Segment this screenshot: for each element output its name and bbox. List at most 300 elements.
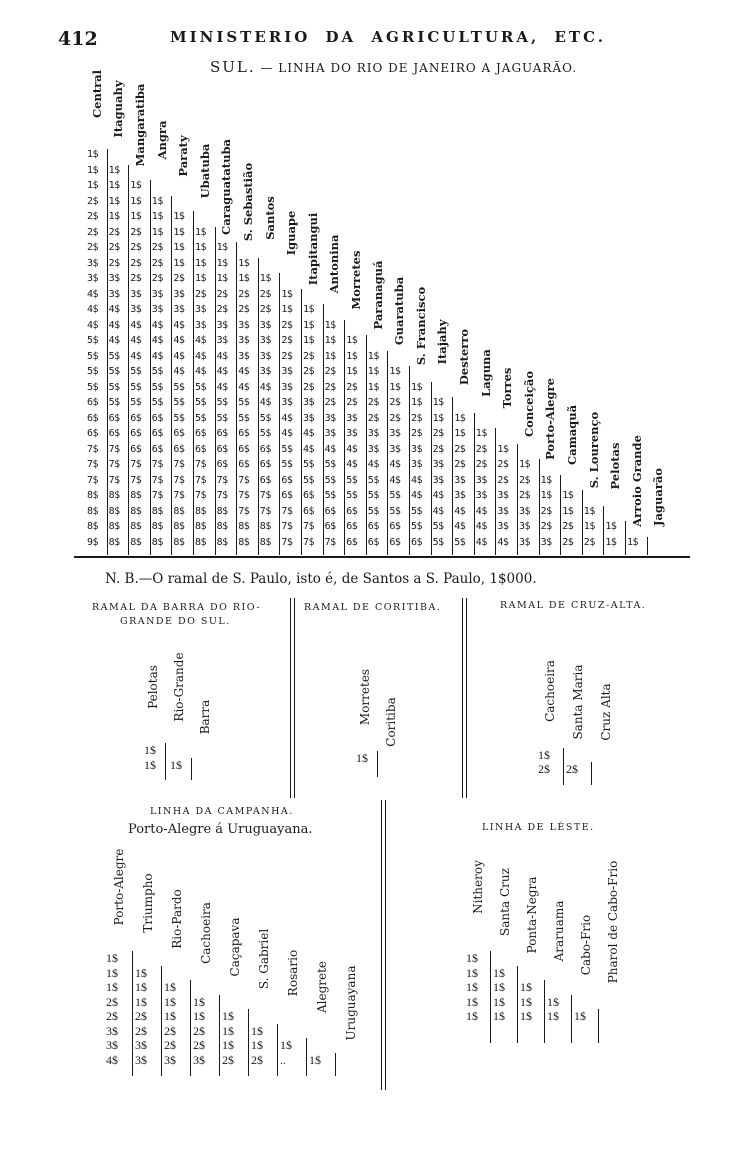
main-fare: 1$ <box>108 180 120 191</box>
main-column-rule <box>625 521 626 555</box>
main-column-rule <box>495 428 496 555</box>
main-fare: 2$ <box>281 335 293 346</box>
main-fare: 4$ <box>475 536 487 548</box>
main-fare: 2$ <box>281 319 293 331</box>
main-fare: 7$ <box>108 474 120 486</box>
leste-fare: 1$ <box>520 1009 532 1023</box>
divider-line <box>290 598 291 798</box>
main-fare: 3$ <box>540 536 552 548</box>
fare-table-main <box>0 0 747 560</box>
leste-fare: 1$ <box>493 965 505 980</box>
main-fare: 1$ <box>583 505 595 517</box>
main-fare: 5$ <box>173 412 185 424</box>
main-fare: 2$ <box>497 459 509 470</box>
main-fare: 1$ <box>108 195 120 207</box>
main-fare: 2$ <box>87 195 99 207</box>
main-fare: 3$ <box>411 443 423 455</box>
main-fare: 6$ <box>151 428 163 439</box>
main-column-rule <box>539 459 540 555</box>
campanha-fare: 3$ <box>106 1038 118 1052</box>
main-fare: 5$ <box>324 474 336 486</box>
linha-leste-title: LINHA DE LÉSTE. <box>482 822 595 833</box>
main-fare: 2$ <box>195 288 207 300</box>
main-fare: 6$ <box>346 521 358 532</box>
main-fare: 2$ <box>540 505 552 517</box>
main-fare: 8$ <box>130 505 142 517</box>
main-fare: 3$ <box>151 304 163 315</box>
main-fare: 4$ <box>173 335 185 346</box>
main-fare: 5$ <box>195 397 207 408</box>
leste-fare: 1$ <box>466 1009 478 1023</box>
main-fare: 7$ <box>195 490 207 501</box>
main-fare: 6$ <box>216 443 228 455</box>
main-fare: 6$ <box>195 443 207 455</box>
main-fare: 5$ <box>130 397 142 408</box>
main-fare: 1$ <box>303 335 315 346</box>
main-fare: 6$ <box>346 536 358 548</box>
main-fare: 4$ <box>173 350 185 362</box>
leste-fare: 1$ <box>466 951 478 965</box>
leste-station-2: Ponta-Negra <box>524 876 539 954</box>
main-fare: 7$ <box>281 505 293 517</box>
main-fare: 4$ <box>87 319 99 331</box>
main-station-10: Itapitangui <box>305 212 320 285</box>
main-fare: 5$ <box>411 505 423 517</box>
main-fare: 1$ <box>540 490 552 501</box>
main-fare: 8$ <box>173 536 185 548</box>
main-fare: 8$ <box>195 536 207 548</box>
main-fare: 1$ <box>562 490 574 501</box>
main-fare: 5$ <box>87 350 99 362</box>
main-fare: 8$ <box>173 505 185 517</box>
leste-fare: 1$ <box>547 1009 559 1023</box>
main-fare: 1$ <box>151 226 163 238</box>
main-fare: 2$ <box>411 428 423 439</box>
main-fare: 1$ <box>130 195 142 207</box>
main-fare: 3$ <box>130 304 142 315</box>
main-station-13: Paranaguá <box>370 260 385 330</box>
main-station-7: S. Sebastião <box>241 162 255 242</box>
barra-fare: 1$ <box>144 758 156 772</box>
main-column-rule <box>107 149 108 555</box>
main-station-5: Ubatuba <box>197 143 212 199</box>
main-fare: 2$ <box>475 459 487 470</box>
main-fare: 5$ <box>87 381 99 393</box>
campanha-station-1: Triumpho <box>140 873 155 933</box>
main-fare: 2$ <box>87 211 99 222</box>
main-fare: 4$ <box>454 505 466 517</box>
main-fare: 8$ <box>216 521 228 532</box>
main-fare: 1$ <box>432 412 444 424</box>
campanha-fare: 1$ <box>135 994 147 1009</box>
main-fare: 2$ <box>151 242 163 253</box>
main-fare: 7$ <box>303 536 315 548</box>
campanha-fare: 2$ <box>164 1023 176 1038</box>
main-fare: 7$ <box>216 490 228 501</box>
main-station-18: Laguna <box>478 348 493 397</box>
main-fare: 3$ <box>454 490 466 501</box>
main-fare: 7$ <box>281 521 293 532</box>
cruzalta-fare: 2$ <box>566 762 578 776</box>
main-fare: 3$ <box>281 381 293 393</box>
main-fare: 6$ <box>281 474 293 486</box>
main-column-rule <box>323 304 324 555</box>
main-fare: 5$ <box>108 366 120 377</box>
main-fare: 2$ <box>216 288 228 300</box>
main-fare: 7$ <box>108 459 120 470</box>
main-fare: 1$ <box>324 319 336 331</box>
main-fare: 3$ <box>173 288 185 300</box>
main-fare: 3$ <box>195 304 207 315</box>
divider-line <box>466 598 467 798</box>
main-fare: 1$ <box>173 242 185 253</box>
subtitle-text: — LINHA DO RIO DE JANEIRO A JAGUARÃO. <box>260 61 578 75</box>
main-fare: 5$ <box>238 397 250 408</box>
main-fare: 4$ <box>259 397 271 408</box>
main-fare: 3$ <box>281 397 293 408</box>
main-fare: 5$ <box>87 366 99 377</box>
main-fare: 2$ <box>173 273 185 284</box>
main-fare: 3$ <box>454 474 466 486</box>
campanha-fare: 1$ <box>251 1038 263 1052</box>
cruzalta-station-2: Cruz Alta <box>599 683 613 741</box>
main-fare: 1$ <box>130 211 142 222</box>
main-fare: 5$ <box>367 474 379 486</box>
main-fare: 4$ <box>151 350 163 362</box>
main-fare: 1$ <box>389 366 401 377</box>
main-fare: 2$ <box>238 304 250 315</box>
main-column-rule <box>474 413 475 556</box>
main-fare: 5$ <box>281 459 293 470</box>
main-fare: 8$ <box>130 521 142 532</box>
main-fare: 2$ <box>519 490 531 501</box>
divider-line <box>385 800 386 1090</box>
main-fare: 2$ <box>389 397 401 408</box>
main-station-11: Antonina <box>327 234 342 294</box>
cruzalta-fare: 1$ <box>538 748 550 762</box>
main-fare: 7$ <box>216 474 228 486</box>
main-fare: 4$ <box>151 335 163 346</box>
main-fare: 5$ <box>151 366 163 377</box>
main-fare: 7$ <box>130 474 142 486</box>
main-fare: 1$ <box>281 288 293 300</box>
main-column-rule <box>236 242 237 555</box>
main-fare: 2$ <box>432 428 444 439</box>
campanha-fare: 1$ <box>193 994 205 1009</box>
main-fare: 5$ <box>346 490 358 501</box>
main-fare: 1$ <box>540 474 552 486</box>
campanha-column-rule <box>132 951 133 1076</box>
main-fare: 4$ <box>216 381 228 393</box>
main-fare: 4$ <box>87 288 99 300</box>
main-fare: 4$ <box>389 474 401 486</box>
main-fare: 8$ <box>108 521 120 532</box>
cruzalta-fare: 2$ <box>538 762 550 776</box>
leste-fare: 1$ <box>520 980 532 994</box>
main-fare: 2$ <box>87 226 99 238</box>
main-fare: 4$ <box>216 366 228 377</box>
main-fare: 7$ <box>173 459 185 470</box>
main-fare: 5$ <box>151 381 163 393</box>
main-fare: 2$ <box>389 412 401 424</box>
main-fare: 3$ <box>173 304 185 315</box>
campanha-fare: 2$ <box>251 1052 263 1067</box>
main-fare: 3$ <box>346 412 358 424</box>
main-fare: 5$ <box>454 536 466 548</box>
main-fare: 1$ <box>87 149 99 160</box>
main-fare: 3$ <box>87 257 99 269</box>
main-fare: 6$ <box>303 505 315 517</box>
main-fare: 8$ <box>195 521 207 532</box>
main-fare: 2$ <box>281 350 293 362</box>
main-column-rule <box>215 227 216 556</box>
main-fare: 2$ <box>583 536 595 548</box>
main-fare: 1$ <box>238 257 250 269</box>
main-fare: 3$ <box>151 288 163 300</box>
cruzalta-station-1: Santa Maria <box>571 664 585 740</box>
main-fare: 4$ <box>195 350 207 362</box>
ramal-barra-title-1: RAMAL DA BARRA DO RIO- <box>92 602 262 613</box>
main-station-25: Arroio Grande <box>629 435 644 527</box>
main-fare: 6$ <box>87 412 99 424</box>
main-fare: 1$ <box>195 226 207 238</box>
main-station-1: Itaguahy <box>111 80 126 138</box>
main-fare: 4$ <box>216 350 228 362</box>
main-fare: 8$ <box>238 536 250 548</box>
main-fare: 1$ <box>346 366 358 377</box>
campanha-column-rule <box>161 966 162 1077</box>
main-fare: 4$ <box>173 366 185 377</box>
main-fare: 4$ <box>389 459 401 470</box>
ramal-cruz-alta-title: RAMAL DE CRUZ-ALTA. <box>500 600 647 611</box>
main-fare: 2$ <box>454 443 466 455</box>
main-station-21: Porto-Alegre <box>543 378 558 460</box>
main-fare: 3$ <box>259 335 271 346</box>
main-column-rule <box>258 258 259 556</box>
main-fare: 2$ <box>497 474 509 486</box>
main-fare: 1$ <box>497 443 509 455</box>
main-station-9: Iguape <box>284 210 299 256</box>
main-fare: 2$ <box>108 226 120 238</box>
leste-fare: 1$ <box>466 965 478 980</box>
main-fare: 3$ <box>497 521 509 532</box>
main-fare: 5$ <box>389 490 401 501</box>
note-ramal-sao-paulo: N. B.—O ramal de S. Paulo, isto é, de Santos a S. Paulo, 1$000. <box>105 571 537 587</box>
main-column-rule <box>647 537 648 556</box>
main-fare: 3$ <box>519 505 531 517</box>
main-column-rule <box>560 475 561 556</box>
main-fare: 5$ <box>346 474 358 486</box>
main-fare: 2$ <box>303 366 315 377</box>
main-fare: 5$ <box>173 381 185 393</box>
main-fare: 6$ <box>259 459 271 470</box>
main-fare: 1$ <box>130 180 142 191</box>
barra-station-0: Pelotas <box>146 665 160 709</box>
main-fare: 6$ <box>130 412 142 424</box>
main-fare: 5$ <box>303 474 315 486</box>
main-fare: 2$ <box>411 412 423 424</box>
main-column-rule <box>431 382 432 556</box>
main-station-16: Itajahy <box>435 319 450 364</box>
campanha-fare: 2$ <box>106 1009 118 1023</box>
main-fare: 6$ <box>411 536 423 548</box>
main-fare: 4$ <box>130 350 142 362</box>
main-fare: 5$ <box>195 412 207 424</box>
main-fare: 3$ <box>259 350 271 362</box>
campanha-station-2: Rio-Pardo <box>169 889 184 949</box>
main-fare: 2$ <box>87 242 99 253</box>
main-fare: 3$ <box>389 443 401 455</box>
main-fare: 8$ <box>216 505 228 517</box>
main-fare: 5$ <box>411 521 423 532</box>
main-fare: 3$ <box>216 335 228 346</box>
main-fare: 3$ <box>108 273 120 284</box>
main-fare: 8$ <box>87 505 99 517</box>
main-fare: 4$ <box>108 335 120 346</box>
campanha-fare: 2$ <box>222 1052 234 1067</box>
main-station-8: Santos <box>262 195 277 240</box>
campanha-column-rule <box>190 980 191 1076</box>
main-fare: 1$ <box>346 335 358 346</box>
main-fare: 1$ <box>195 257 207 269</box>
main-fare: 2$ <box>346 397 358 408</box>
main-fare: 1$ <box>411 381 423 393</box>
main-station-23: S. Lourenço <box>586 411 601 489</box>
main-fare: 3$ <box>475 474 487 486</box>
leste-fare: 1$ <box>547 994 559 1009</box>
main-fare: 1$ <box>346 350 358 362</box>
main-fare: 1$ <box>324 335 336 346</box>
main-fare: 1$ <box>151 195 163 207</box>
cruzalta-station-0: Cachoeira <box>543 660 557 722</box>
main-fare: 8$ <box>108 505 120 517</box>
leste-column-rule <box>490 951 491 1043</box>
main-fare: 4$ <box>281 428 293 439</box>
main-fare: 7$ <box>151 474 163 486</box>
main-fare: 2$ <box>519 474 531 486</box>
main-fare: 1$ <box>87 180 99 191</box>
main-station-26: Jaguarão <box>651 467 666 526</box>
main-fare: 2$ <box>130 257 142 269</box>
ramal-coritiba-title: RAMAL DE CORITIBA. <box>304 602 442 613</box>
leste-column-rule <box>517 966 518 1043</box>
main-fare: 2$ <box>238 288 250 300</box>
main-fare: 3$ <box>411 459 423 470</box>
leste-station-1: Santa Cruz <box>497 868 512 936</box>
main-fare: 5$ <box>130 381 142 393</box>
main-fare: 8$ <box>87 521 99 532</box>
main-fare: 4$ <box>238 366 250 377</box>
main-fare: 3$ <box>259 366 271 377</box>
main-fare: 4$ <box>130 319 142 331</box>
campanha-fare: 1$ <box>106 965 118 980</box>
main-fare: 6$ <box>389 536 401 548</box>
main-fare: 7$ <box>238 474 250 486</box>
campanha-fare: 1$ <box>135 980 147 994</box>
main-fare: 4$ <box>151 319 163 331</box>
main-fare: 1$ <box>216 273 228 284</box>
barra-fare: 1$ <box>144 743 156 757</box>
main-fare: 2$ <box>151 273 163 284</box>
main-fare: 6$ <box>281 490 293 501</box>
main-fare: 3$ <box>259 319 271 331</box>
main-fare: 1$ <box>216 257 228 269</box>
leste-station-5: Pharol de Cabo-Frio <box>605 860 620 984</box>
main-fare: 5$ <box>324 490 336 501</box>
main-fare: 3$ <box>324 412 336 424</box>
main-fare: 4$ <box>108 319 120 331</box>
main-fare: 3$ <box>281 366 293 377</box>
main-fare: 6$ <box>259 474 271 486</box>
main-fare: 1$ <box>605 536 617 548</box>
campanha-fare: 3$ <box>106 1023 118 1038</box>
main-station-12: Morretes <box>349 250 363 309</box>
main-fare: 3$ <box>475 490 487 501</box>
main-fare: 2$ <box>454 459 466 470</box>
main-fare: 1$ <box>216 242 228 253</box>
main-fare: 1$ <box>173 211 185 222</box>
main-fare: 5$ <box>432 536 444 548</box>
main-fare: 3$ <box>108 288 120 300</box>
main-fare: 3$ <box>195 319 207 331</box>
main-station-17: Desterro <box>457 328 471 386</box>
main-fare: 5$ <box>108 397 120 408</box>
main-fare: 5$ <box>303 459 315 470</box>
main-fare: 2$ <box>324 366 336 377</box>
main-station-6: Caraguatatuba <box>219 138 234 235</box>
main-fare: 6$ <box>87 428 99 439</box>
main-fare: 2$ <box>130 273 142 284</box>
barra-fare: 1$ <box>170 758 182 772</box>
leste-fare: 1$ <box>520 994 532 1009</box>
main-fare: 6$ <box>108 428 120 439</box>
coritiba-station-1: Coritiba <box>384 697 398 747</box>
main-fare: 4$ <box>367 459 379 470</box>
barra-column-rule <box>165 743 166 780</box>
main-fare: 8$ <box>151 505 163 517</box>
campanha-fare: 2$ <box>193 1023 205 1038</box>
barra-column-rule <box>191 758 192 780</box>
main-fare: 1$ <box>367 350 379 362</box>
main-fare: 4$ <box>195 366 207 377</box>
main-fare: 3$ <box>497 490 509 501</box>
campanha-column-rule <box>335 1053 336 1077</box>
main-fare: 2$ <box>367 397 379 408</box>
main-fare: 1$ <box>411 397 423 408</box>
main-fare: 1$ <box>303 304 315 315</box>
campanha-fare: 1$ <box>280 1038 292 1052</box>
main-fare: 7$ <box>87 443 99 455</box>
main-fare: 6$ <box>151 412 163 424</box>
main-fare: 2$ <box>562 536 574 548</box>
coritiba-fare: 1$ <box>356 751 368 765</box>
main-column-rule <box>603 506 604 556</box>
main-fare: 5$ <box>367 505 379 517</box>
leste-fare: 1$ <box>493 994 505 1009</box>
campanha-column-rule <box>277 1024 278 1077</box>
coritiba-station-0: Morretes <box>358 668 372 726</box>
main-fare: 4$ <box>130 335 142 346</box>
main-fare: 5$ <box>216 412 228 424</box>
main-column-rule <box>582 490 583 555</box>
main-fare: 6$ <box>389 521 401 532</box>
campanha-fare: 1$ <box>222 1023 234 1038</box>
main-column-rule <box>517 444 518 556</box>
main-column-rule <box>452 397 453 555</box>
main-fare: 1$ <box>605 521 617 532</box>
main-fare: 8$ <box>130 536 142 548</box>
main-fare: 1$ <box>519 459 531 470</box>
